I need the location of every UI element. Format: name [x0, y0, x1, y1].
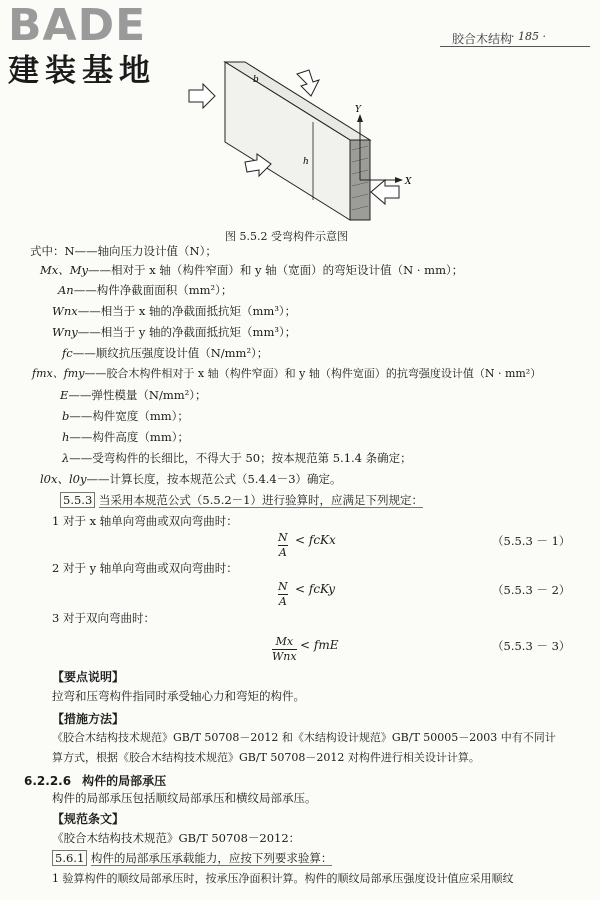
clause-number: 5.5.3 [60, 492, 95, 508]
formula-rhs: fcKx [308, 533, 336, 547]
beam-side-face [225, 62, 350, 220]
clause-text: 构件的局部承压承载能力，应按下列要求验算： [90, 851, 333, 865]
item-label: 3 对于双向弯曲时： [52, 611, 155, 625]
formula-fraction [272, 636, 297, 663]
formula-numerator: N [278, 580, 288, 593]
header-rule [440, 46, 590, 47]
formula-numerator: Mx [275, 635, 294, 648]
section-text: 构件的局部承压包括顺纹局部承压和横纹局部承压。 [52, 791, 317, 805]
symbol-desc: ——胶合木构件相对于 x 轴（构件窄面）和 y 轴（构件宽面）的抗弯强度设计值（N · mm²） [84, 367, 542, 380]
spec-source: 《胶合木结构技术规范》GB/T 50708－2012： [52, 831, 301, 845]
figure-caption: 图 5.5.2 受弯构件示意图 [225, 230, 348, 243]
spec-item-1: 1 验算构件的顺纹局部承压时，按承压净面积计算。构件的顺纹局部承压强度设计值应采用顺纹 [52, 872, 514, 885]
key-points-title: 【要点说明】 [52, 670, 125, 684]
load-arrow-right [371, 180, 399, 204]
symbol-desc: ——构件净截面面积（mm²）； [73, 283, 233, 297]
equation-number: （5.5.3 － 2） [492, 583, 571, 597]
page-number: · 185 · [511, 30, 546, 43]
symbol: An [58, 283, 74, 297]
formula-denominator: A [278, 595, 287, 608]
formula-inequality: < fcKy [295, 582, 336, 596]
formula-numerator: N [278, 531, 288, 544]
symbol-desc: ——计算长度，按本规范公式（5.4.4－3）确定。 [86, 472, 342, 486]
symbol-desc: ——构件宽度（mm）； [69, 409, 189, 423]
y-axis-arrow [357, 114, 363, 122]
load-arrow-top [297, 70, 319, 96]
symbol: h [62, 430, 70, 444]
symbol-row [32, 366, 541, 382]
symbol-row [60, 387, 207, 403]
formula-fraction [278, 581, 288, 608]
spec-title: 【规范条文】 [52, 812, 125, 826]
x-axis-label: X [405, 177, 412, 187]
symbol: 式中：N [30, 244, 75, 258]
brand-logo-cn: 建装基地 [8, 53, 156, 89]
key-points-text: 拉弯和压弯构件指同时承受轴心力和弯矩的构件。 [52, 689, 305, 703]
y-axis-label: Y [355, 105, 361, 115]
formula-inequality: < fcKx [295, 533, 336, 547]
formula-5533 [272, 630, 297, 663]
symbol-desc: ——相当于 x 轴的净截面抵抗矩（mm³）； [77, 304, 297, 318]
bending-member-figure [185, 60, 435, 225]
formula-5531 [278, 526, 288, 559]
symbol-desc: ——相当于 y 轴的净截面抵抗矩（mm³）； [77, 325, 297, 339]
symbol: fmx、fmy [32, 367, 85, 380]
symbol: E [60, 388, 69, 402]
symbol-desc: ——轴向压力设计值（N）； [74, 244, 217, 258]
clause-553 [60, 492, 423, 508]
symbol-desc: ——顺纹抗压强度设计值（N/mm²）； [72, 346, 269, 360]
symbol-row [62, 450, 412, 466]
symbol-row [52, 324, 296, 340]
measures-line-1: 《胶合木结构技术规范》GB/T 50708－2012 和《木结构设计规范》GB/T 50005－2003 中有不同计 [52, 731, 556, 744]
section-number: 6.2.2.6 [24, 774, 72, 788]
symbol-row [40, 471, 342, 487]
symbol: l0x、l0y [40, 472, 87, 486]
symbol: b [62, 409, 70, 423]
symbol-row [30, 243, 217, 259]
formula-denominator: A [278, 546, 287, 559]
section-heading [24, 770, 166, 789]
x-axis-arrow [395, 177, 403, 183]
equation-number: （5.5.3 － 3） [492, 639, 571, 653]
item-label: 1 对于 x 轴单向弯曲或双向弯曲时： [52, 514, 238, 528]
brand-logo-en: BADE [8, 0, 147, 51]
symbol: λ [62, 451, 70, 465]
symbol-row [62, 345, 268, 361]
symbol-row [52, 303, 296, 319]
clause-text: 当采用本规范公式（5.5.2－1）进行验算时，应满足下列规定： [98, 493, 423, 507]
symbol-desc: ——弹性模量（N/mm²）； [68, 388, 207, 402]
header-title: 胶合木结构 [452, 32, 513, 46]
clause-561 [52, 850, 332, 866]
item-label: 2 对于 y 轴单向弯曲或双向弯曲时： [52, 561, 238, 575]
formula-rhs: fmE [313, 638, 339, 652]
formula-inequality: < fmE [300, 638, 339, 652]
symbol-row [58, 282, 232, 298]
formula-fraction [278, 532, 288, 559]
equation-number: （5.5.3 － 1） [492, 534, 571, 548]
symbol-row [62, 429, 189, 445]
b-label: b [253, 75, 259, 85]
symbol-desc: ——受弯构件的长细比，不得大于 50；按本规范第 5.1.4 条确定； [69, 451, 412, 465]
measures-title: 【措施方法】 [52, 712, 125, 726]
measures-line-2: 算方式，根据《胶合木结构技术规范》GB/T 50708－2012 对构件进行相关设计计算。 [52, 751, 480, 764]
load-arrow-left [189, 84, 215, 108]
symbol: Wny [52, 325, 78, 339]
symbol-row [40, 262, 463, 278]
h-label: h [303, 157, 309, 167]
symbol-desc: ——构件高度（mm）； [69, 430, 189, 444]
formula-rhs: fcKy [308, 582, 336, 596]
symbol: Wnx [52, 304, 78, 318]
formula-5532 [278, 575, 288, 608]
symbol: fc [62, 346, 73, 360]
symbol: Mx、My [40, 263, 89, 277]
clause-number: 5.6.1 [52, 850, 87, 866]
symbol-desc: ——相对于 x 轴（构件窄面）和 y 轴（宽面）的弯矩设计值（N · mm）； [88, 263, 464, 277]
section-title: 构件的局部承压 [82, 774, 167, 788]
symbol-row [62, 408, 189, 424]
formula-denominator: Wnx [272, 650, 297, 663]
